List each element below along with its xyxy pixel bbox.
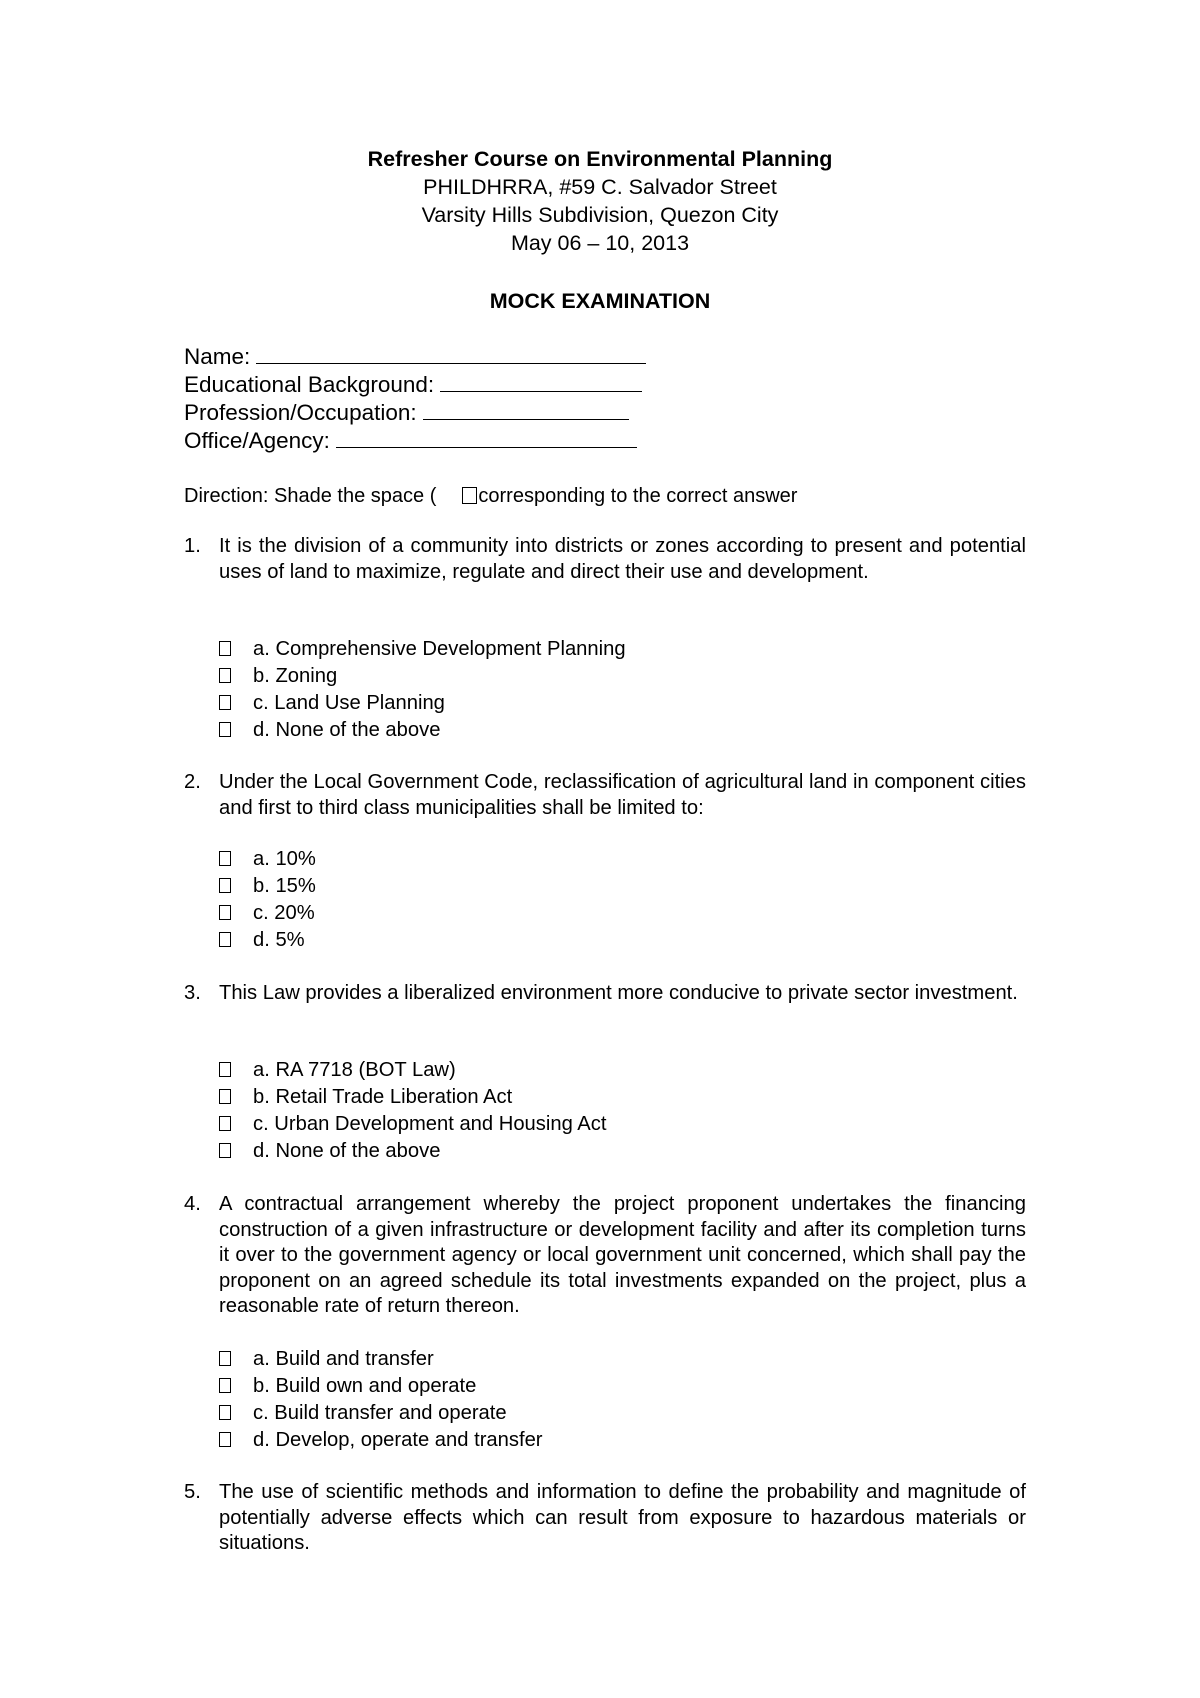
exam-title: MOCK EXAMINATION <box>489 289 711 313</box>
option-b[interactable] <box>219 663 626 690</box>
question-text: Under the Local Government Code, reclassification of agricultural land in component cities and first to third class municipalities shall be limited to: <box>219 771 1026 819</box>
option-label: b. 15% <box>253 875 316 897</box>
checkbox-icon[interactable] <box>219 1378 231 1393</box>
option-label: d. Develop, operate and transfer <box>253 1429 543 1451</box>
question-text: This Law provides a liberalized environment more conducive to private sector investment. <box>219 982 1018 1004</box>
name-blank[interactable] <box>256 343 646 364</box>
question-1 <box>184 534 1026 585</box>
address-line-1: PHILDHRRA, #59 C. Salvador Street <box>423 175 777 199</box>
option-label: c. Land Use Planning <box>253 692 445 714</box>
profession-field-row <box>184 399 646 427</box>
question-number: 2. <box>184 771 201 793</box>
option-d[interactable] <box>219 717 626 744</box>
question-4 <box>184 1192 1026 1320</box>
checkbox-icon[interactable] <box>219 695 231 710</box>
document-header <box>0 145 1200 257</box>
profession-blank[interactable] <box>423 399 629 420</box>
checkbox-icon[interactable] <box>219 1089 231 1104</box>
direction-after: corresponding to the correct answer <box>478 485 798 507</box>
office-blank[interactable] <box>336 427 637 448</box>
question-4-options <box>219 1346 543 1454</box>
option-label: d. None of the above <box>253 719 441 741</box>
question-3 <box>184 981 1026 1007</box>
checkbox-icon[interactable] <box>219 932 231 947</box>
option-b[interactable] <box>219 1084 606 1111</box>
checkbox-icon[interactable] <box>219 878 231 893</box>
question-2 <box>184 770 1026 821</box>
option-d[interactable] <box>219 1427 543 1454</box>
office-label: Office/Agency: <box>184 428 330 453</box>
option-label: d. 5% <box>253 929 305 951</box>
option-label: a. RA 7718 (BOT Law) <box>253 1059 456 1081</box>
checkbox-icon[interactable] <box>219 1432 231 1447</box>
question-number: 3. <box>184 982 201 1004</box>
checkbox-icon[interactable] <box>219 1062 231 1077</box>
question-text: The use of scientific methods and information to define the probability and magnitude of potentially adverse effects which can result from exposure to hazardous materials or situations. <box>219 1481 1026 1555</box>
checkbox-icon[interactable] <box>219 1116 231 1131</box>
option-a[interactable] <box>219 1346 543 1373</box>
profession-label: Profession/Occupation: <box>184 400 417 425</box>
option-d[interactable] <box>219 927 316 954</box>
name-label: Name: <box>184 344 251 369</box>
checkbox-icon[interactable] <box>219 1405 231 1420</box>
question-number: 1. <box>184 535 201 557</box>
checkbox-icon[interactable] <box>219 641 231 656</box>
option-label: a. Comprehensive Development Planning <box>253 638 626 660</box>
option-b[interactable] <box>219 873 316 900</box>
option-label: b. Build own and operate <box>253 1375 477 1397</box>
question-number: 5. <box>184 1481 201 1503</box>
name-field-row <box>184 343 646 371</box>
checkbox-icon <box>462 487 477 504</box>
question-3-options <box>219 1057 606 1165</box>
option-a[interactable] <box>219 1057 606 1084</box>
option-label: b. Zoning <box>253 665 338 687</box>
address-line-2: Varsity Hills Subdivision, Quezon City <box>421 203 779 227</box>
office-field-row <box>184 427 646 455</box>
question-number: 4. <box>184 1193 201 1215</box>
checkbox-icon[interactable] <box>219 905 231 920</box>
option-a[interactable] <box>219 846 316 873</box>
participant-info-fields <box>184 343 646 455</box>
option-b[interactable] <box>219 1373 543 1400</box>
checkbox-icon[interactable] <box>219 668 231 683</box>
option-label: a. 10% <box>253 848 316 870</box>
question-text: A contractual arrangement whereby the project proponent undertakes the financing construction of a given infrastructure or development facility and after its completion turns it over to the government agency or local government unit concerned, which shall pay the proponent on an agreed schedule its total investments expanded on the project, plus a reasonable rate of return thereon. <box>219 1193 1026 1318</box>
option-c[interactable] <box>219 690 626 717</box>
option-label: c. Build transfer and operate <box>253 1402 507 1424</box>
option-label: a. Build and transfer <box>253 1348 434 1370</box>
option-c[interactable] <box>219 1400 543 1427</box>
option-label: d. None of the above <box>253 1140 441 1162</box>
question-5 <box>184 1480 1026 1557</box>
question-text: It is the division of a community into districts or zones according to present and potential uses of land to maximize, regulate and direct their use and development. <box>219 535 1026 583</box>
direction-before: Direction: Shade the space ( <box>184 485 437 507</box>
course-title: Refresher Course on Environmental Planning <box>367 147 833 171</box>
direction-text <box>184 482 797 510</box>
checkbox-icon[interactable] <box>219 851 231 866</box>
education-blank[interactable] <box>440 371 642 392</box>
education-field-row <box>184 371 646 399</box>
checkbox-icon[interactable] <box>219 722 231 737</box>
education-label: Educational Background: <box>184 372 435 397</box>
course-dates: May 06 – 10, 2013 <box>510 231 690 255</box>
checkbox-icon[interactable] <box>219 1143 231 1158</box>
option-a[interactable] <box>219 636 626 663</box>
option-label: b. Retail Trade Liberation Act <box>253 1086 513 1108</box>
question-2-options <box>219 846 316 954</box>
option-c[interactable] <box>219 1111 606 1138</box>
option-label: c. Urban Development and Housing Act <box>253 1113 607 1135</box>
checkbox-icon[interactable] <box>219 1351 231 1366</box>
option-d[interactable] <box>219 1138 606 1165</box>
option-c[interactable] <box>219 900 316 927</box>
option-label: c. 20% <box>253 902 315 924</box>
question-1-options <box>219 636 626 744</box>
